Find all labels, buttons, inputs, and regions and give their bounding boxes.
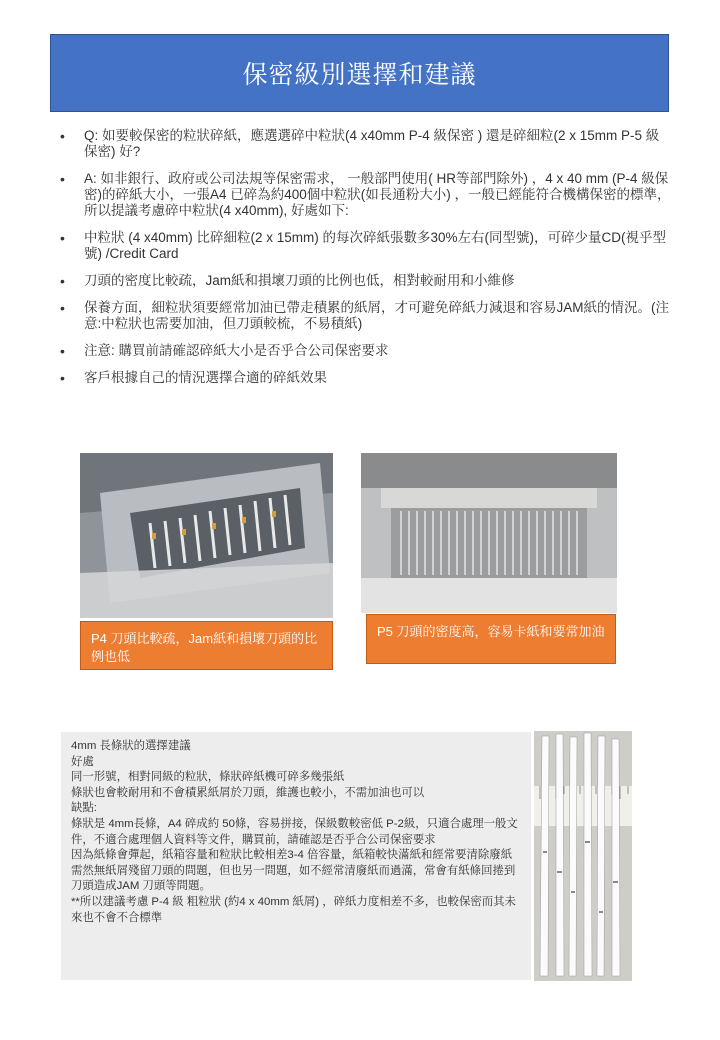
bullet-list [60, 128, 672, 397]
p5-caption: P5 刀頭的密度高，容易卡紙和要常加油 [366, 614, 616, 664]
note-con-security: 條狀是 4mm長條，A4 碎成約 50條，容易拼接，保級數較密低 P-2級，只適合處理一般文件，不適合處理個人資料等文件，購買前，請確認是否乎合公司保密要求 [71, 817, 518, 846]
paper-strips-photo [534, 731, 632, 981]
bullet-benefit-durability: • 刀頭的密度比較疏，Jam紙和損壞刀頭的比例也低，相對較耐用和小維修 [60, 273, 672, 289]
bullet-choice: • 客戶根據自己的情況選擇合適的碎紙效果 [60, 370, 672, 386]
title-banner [50, 34, 669, 112]
strip-cut-note [61, 732, 531, 980]
p4-cutter-illustration [80, 453, 333, 618]
note-pro-durability: 條狀也會較耐用和不會積累紙屑於刀頭，維護也較小，不需加油也可以 [71, 786, 425, 799]
note-pro-capacity: 同一形號，相對同級的粒狀，條狀碎紙機可碎多幾張紙 [71, 771, 345, 784]
p4-caption: P4 刀頭比較疏，Jam紙和損壞刀頭的比例也低 [80, 621, 333, 670]
p5-cutter-photo [361, 453, 617, 613]
bullet-benefit-capacity: • 中粒狀 (4 x40mm) 比碎細粒(2 x 15mm) 的每次碎紙張數多30%左右(同型號)，可碎少量CD(視乎型號) /Credit Card [60, 230, 672, 262]
bullet-question: • Q: 如要較保密的粒狀碎紙，應選選碎中粒狀(4 x40mm P-4 級保密 ) 還是碎細粒(2 x 15mm P-5 級保密) 好? [60, 128, 672, 160]
p5-cutter-illustration [361, 453, 617, 613]
note-con-bin: 因為紙條會彈起，紙箱容量和粒狀比較相差3-4 倍容量，紙箱較快滿紙和經常要清除廢紙 [71, 849, 513, 862]
note-con-jam: 需然無紙屑殘留刀頭的問題，但也另一問題，如不經常清廢紙而過滿，常會有紙條回捲到刀頭造成JAM 刀頭等問題。 [71, 864, 516, 893]
paper-strips-illustration [534, 731, 632, 981]
bullet-answer: • A: 如非銀行、政府或公司法規等保密需求， 一般部門使用( HR等部門除外) ，4 x 40 mm (P-4 級保密)的碎紙大小，一張A4 已碎為約400個中粒狀(如長通粉大小) ，一般已經能符合機構保密的標準，所以提議考慮碎中粒狀(4 x40mm), 好處如下: [60, 171, 672, 219]
page-title: 保密級別選擇和建議 [242, 61, 477, 89]
note-recommendation: **所以建議考慮 P-4 級 粗粒狀 (約4 x 40mm 紙屑) ，碎紙力度相差不多，也較保密而其未來也不會不合標準 [71, 895, 516, 924]
p4-cutter-photo [80, 453, 333, 618]
note-pros-label: 好處 [71, 755, 94, 768]
note-cons-label: 缺點: [71, 802, 97, 815]
bullet-maintenance: • 保養方面，細粒狀須要經常加油已帶走積累的紙屑，才可避免碎紙力減退和容易JAM紙的情況。(注意:中粒狀也需要加油，但刀頭較梳，不易積紙) [60, 300, 672, 332]
bullet-notice: • 注意: 購買前請確認碎紙大小是否乎合公司保密要求 [60, 343, 672, 359]
note-heading: 4mm 長條狀的選擇建議 [71, 740, 191, 752]
